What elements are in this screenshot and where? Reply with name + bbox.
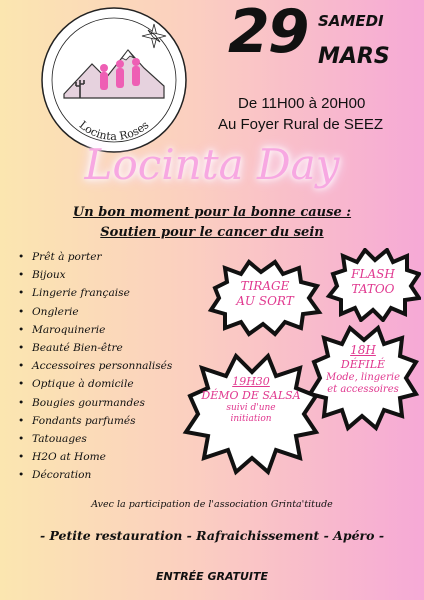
event-title: Locinta Day bbox=[84, 140, 340, 189]
list-item: • Bijoux bbox=[18, 266, 172, 284]
bullet-icon: • bbox=[18, 432, 25, 445]
bullet-icon: • bbox=[18, 269, 25, 282]
list-item: • Décoration bbox=[18, 466, 172, 484]
free-entry: ENTRÉE GRATUITE bbox=[155, 570, 269, 583]
salsa-burst: 19H30 DÉMO DE SALSA suivi d'une initiation bbox=[201, 375, 301, 424]
list-item: • Lingerie française bbox=[18, 284, 172, 302]
bullet-icon: • bbox=[18, 341, 25, 354]
bullet-icon: • bbox=[18, 396, 25, 409]
venue: Au Foyer Rural de SEEZ bbox=[218, 116, 384, 133]
list-item: • Optique à domicile bbox=[18, 375, 172, 393]
list-item: • Tatouages bbox=[18, 430, 172, 448]
month-name: MARS bbox=[318, 44, 390, 69]
list-item: • Beauté Bien-être bbox=[18, 339, 172, 357]
bullet-icon: • bbox=[18, 378, 25, 391]
list-item: • Fondants parfumés bbox=[18, 412, 172, 430]
bullet-icon: • bbox=[18, 451, 25, 464]
list-item: • Maroquinerie bbox=[18, 321, 172, 339]
bullet-icon: • bbox=[18, 360, 25, 373]
food-drinks-offer: - Petite restauration - Rafraichissement - Apéro - bbox=[39, 528, 385, 543]
bullet-icon: • bbox=[18, 251, 25, 263]
bullet-icon: • bbox=[18, 469, 25, 482]
logo-text: Locinta Roses bbox=[76, 118, 152, 144]
subtitle-good-cause: Un bon moment pour la bonne cause : bbox=[72, 205, 352, 220]
show-burst: 18H DÉFILÉ Mode, lingerie et accessoires bbox=[326, 343, 400, 396]
list-item: • Accessoires personnalisés bbox=[18, 357, 172, 375]
list-item: • Onglerie bbox=[18, 303, 172, 321]
subtitle-cancer-support: Soutien pour le cancer du sein bbox=[100, 225, 324, 240]
list-item: • Bougies gourmandes bbox=[18, 394, 172, 412]
day-number: 29 bbox=[228, 0, 308, 67]
list-item: • H2O at Home bbox=[18, 448, 172, 466]
bullet-icon: • bbox=[18, 323, 25, 336]
bullet-icon: • bbox=[18, 305, 25, 318]
participation-note: Avec la participation de l'association Grinta'titude bbox=[91, 499, 333, 510]
services-list bbox=[18, 248, 172, 484]
locinta-roses-logo bbox=[40, 6, 188, 154]
opening-hours: De 11H00 à 20H00 bbox=[238, 95, 366, 112]
raffle-burst: TIRAGE AU SORT bbox=[236, 279, 294, 308]
tattoo-burst: FLASH TATOO bbox=[351, 267, 395, 296]
bullet-icon: • bbox=[18, 287, 25, 300]
list-item: • Prêt à porter bbox=[18, 248, 172, 266]
bullet-icon: • bbox=[18, 414, 25, 427]
day-name: SAMEDI bbox=[318, 12, 384, 30]
